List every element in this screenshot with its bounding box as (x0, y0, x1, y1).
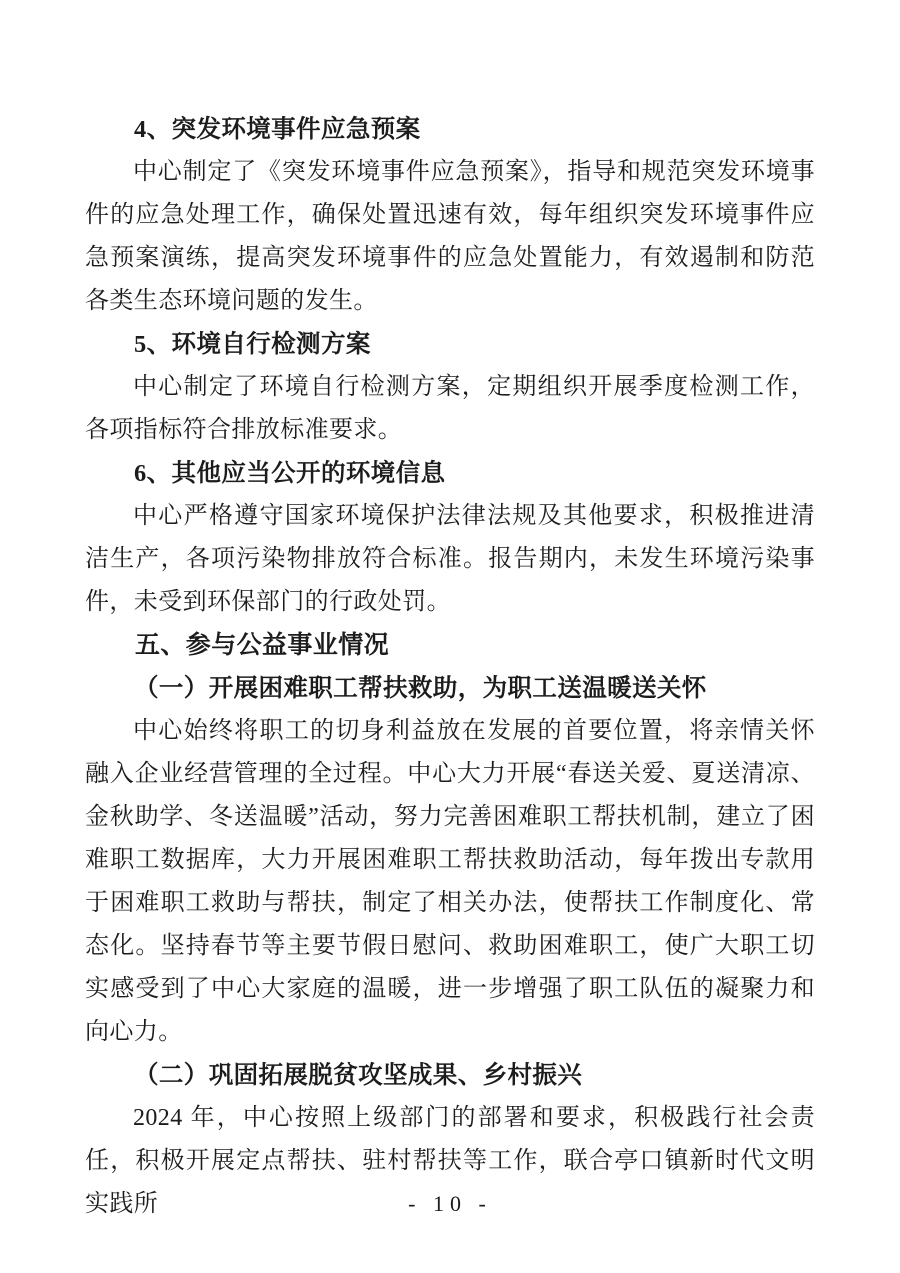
document-body (85, 108, 815, 1226)
heading-self-monitoring: 5、环境自行检测方案 (134, 331, 371, 358)
heading-rural-revitalization: （二）巩固拓展脱贫攻坚成果、乡村振兴 (134, 1062, 583, 1089)
heading-public-welfare-section: 五、参与公益事业情况 (135, 631, 390, 659)
heading-employee-assistance: （一）开展困难职工帮扶救助，为职工送温暖送关怀 (134, 675, 707, 702)
heading-other-env-info: 6、其他应当公开的环境信息 (134, 460, 446, 487)
paragraph-rural-revitalization: 2024 年，中心按照上级部门的部署和要求，积极践行社会责任，积极开展定点帮扶、驻村帮扶等工作，联合亭口镇新时代文明实践所 (85, 1105, 815, 1217)
paragraph-self-monitoring: 中心制定了环境自行检测方案，定期组织开展季度检测工作，各项指标符合排放标准要求。 (85, 374, 815, 443)
heading-emergency-plan: 4、突发环境事件应急预案 (134, 116, 421, 143)
paragraph-employee-assistance: 中心始终将职工的切身利益放在发展的首要位置，将亲情关怀融入企业经营管理的全过程。中心大力开展“春送关爱、夏送清凉、金秋助学、冬送温暖”活动，努力完善困难职工帮扶机制，建立了困难职工数据库，大力开展困难职工帮扶救助活动，每年拨出专款用于困难职工救助与帮扶，制定了相关办法，使帮扶工作制度化、常态化。坚持春节等主要节假日慰问、救助困难职工，使广大职工切实感受到了中心大家庭的温暖，进一步增强了职工队伍的凝聚力和向心力。 (85, 718, 815, 1045)
paragraph-emergency-plan: 中心制定了《突发环境事件应急预案》，指导和规范突发环境事件的应急处理工作，确保处置迅速有效，每年组织突发环境事件应急预案演练，提高突发环境事件的应急处置能力，有效遏制和防范各类生态环境问题的发生。 (85, 159, 815, 314)
page-number: - 10 - (408, 1191, 492, 1216)
paragraph-other-env-info: 中心严格遵守国家环境保护法律法规及其他要求，积极推进清洁生产，各项污染物排放符合标准。报告期内，未发生环境污染事件，未受到环保部门的行政处罚。 (85, 503, 815, 615)
